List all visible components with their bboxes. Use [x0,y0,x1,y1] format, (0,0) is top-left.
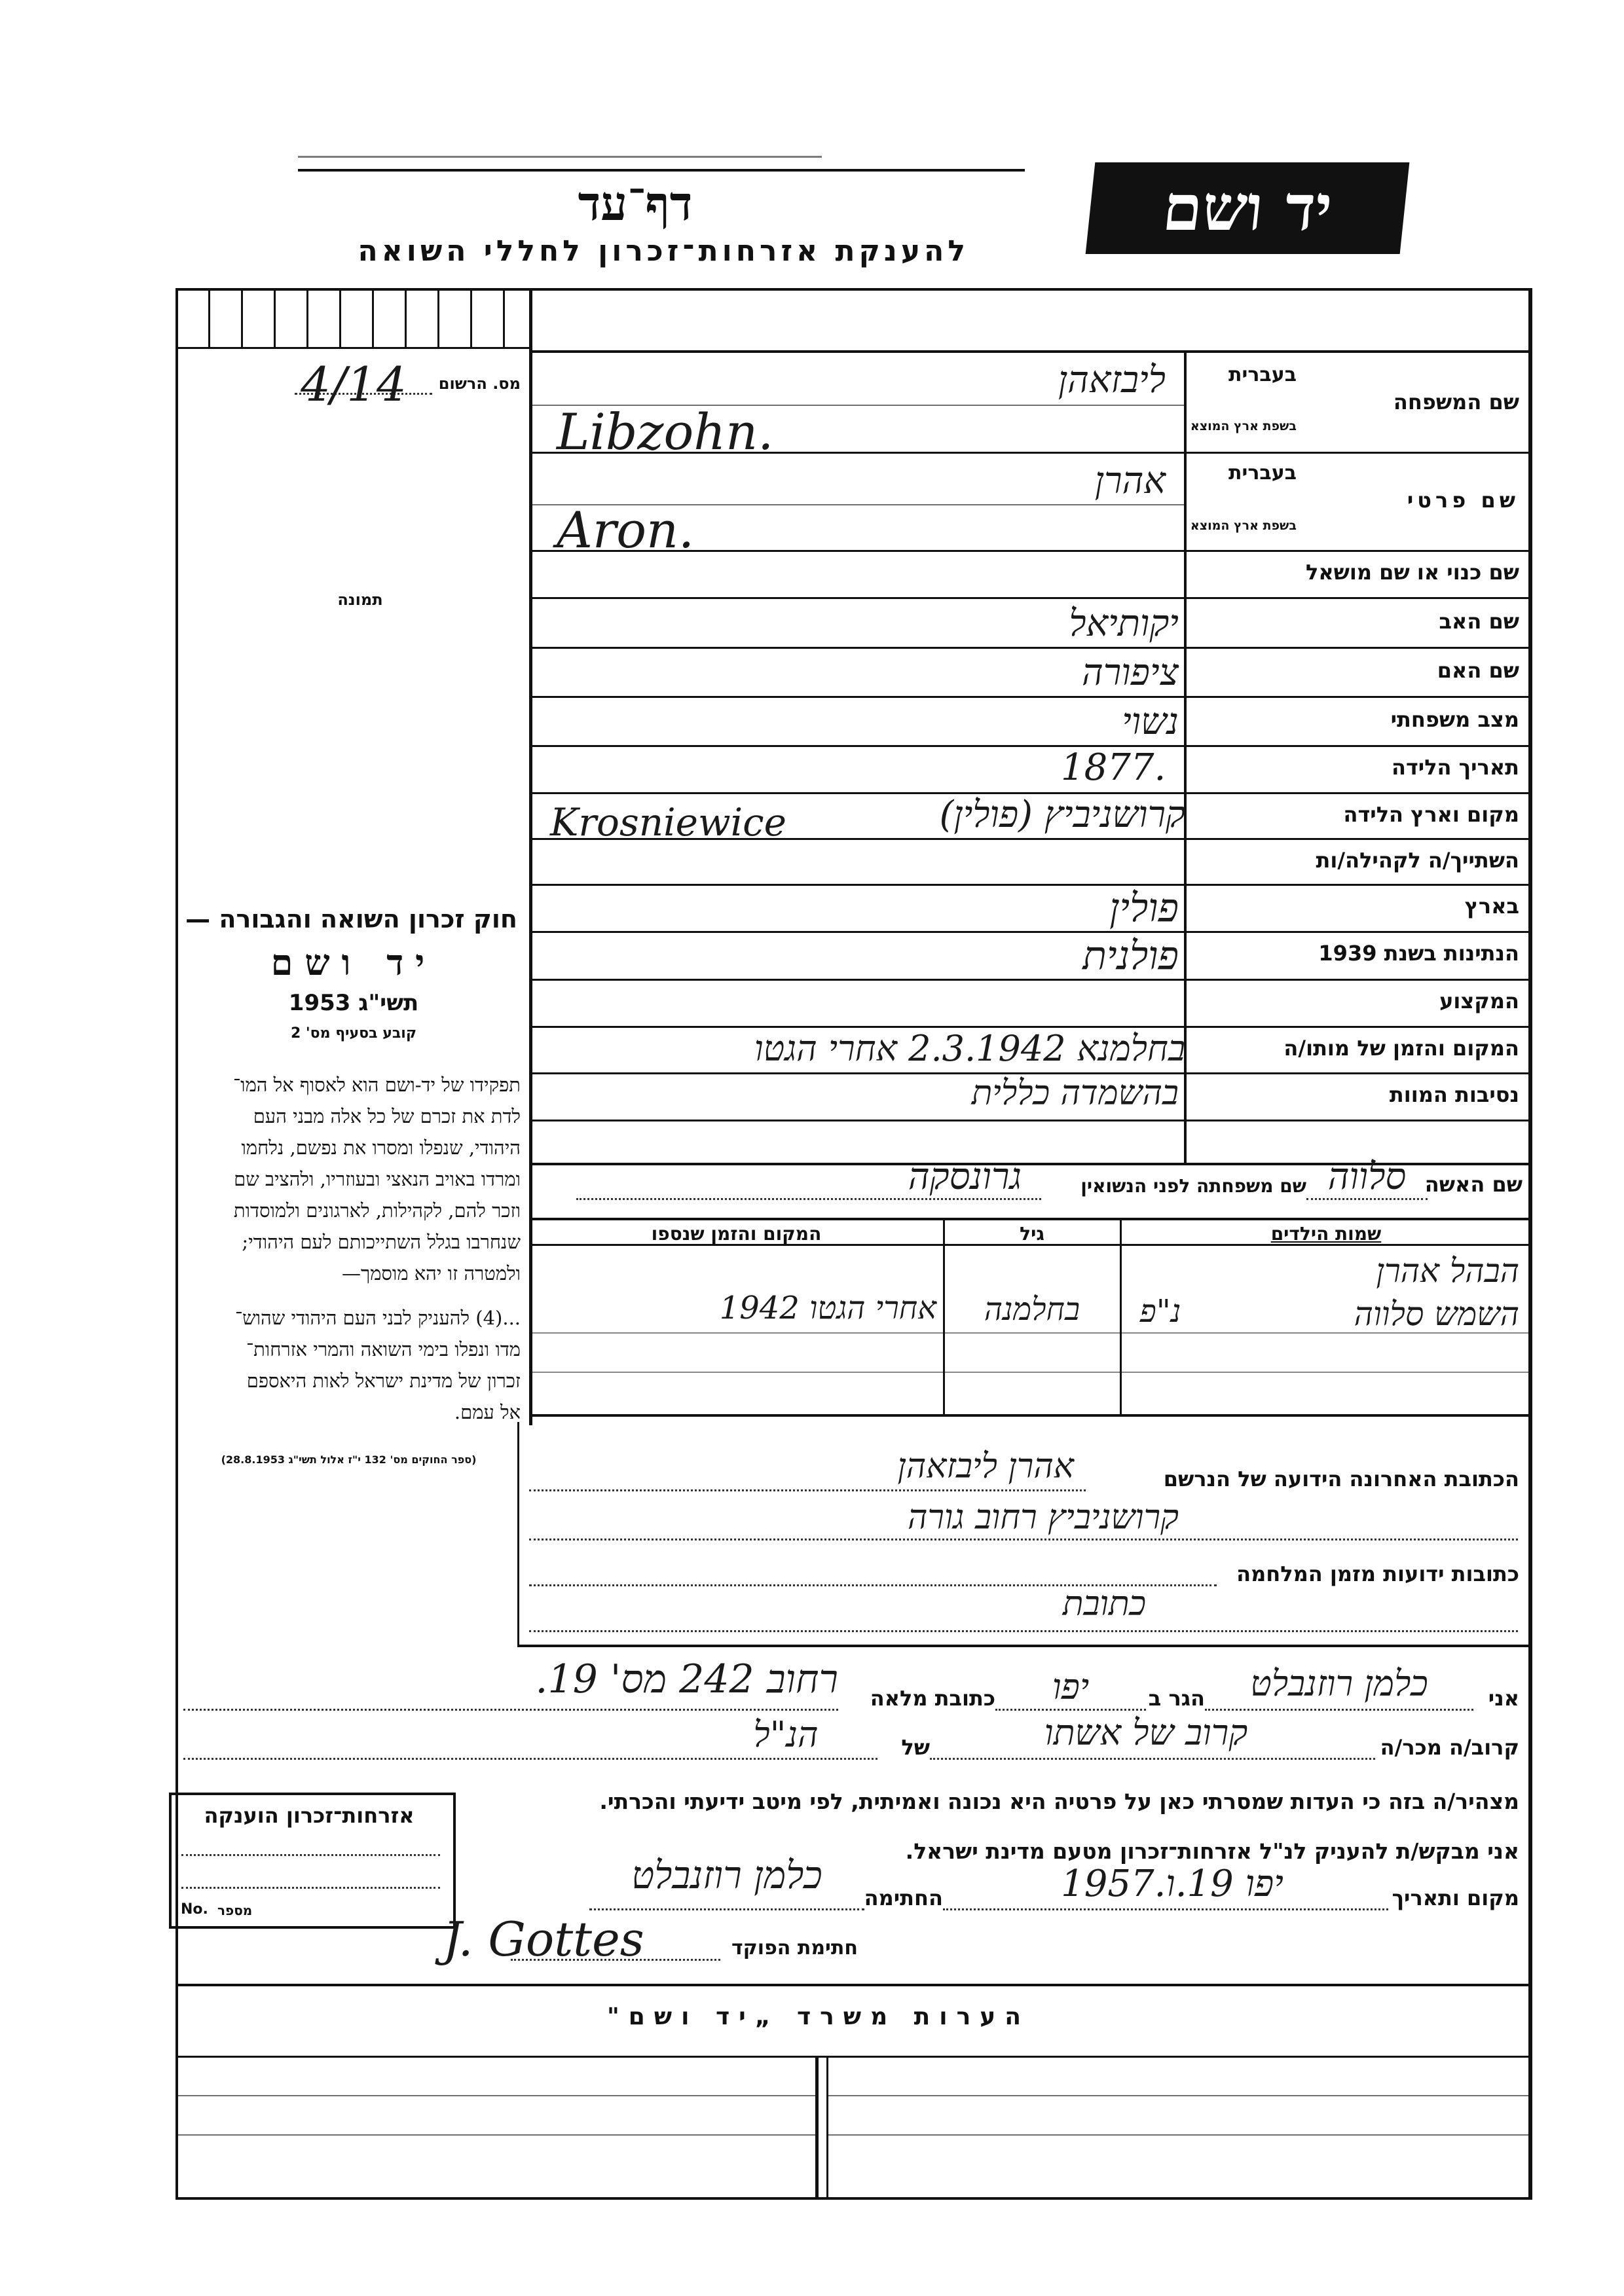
children-place-time-header: המקום והזמן שנספו [651,1223,822,1245]
law-title: חוק זכרון השואה והגבורה — [185,905,517,934]
birth-date-value: 1877. [1061,746,1166,789]
wartime-address-label: כתובות ידועות מזמן המלחמה [1236,1561,1519,1586]
relative-value: קרוב של אשתו [1044,1712,1248,1753]
children-age-header: גיל [1020,1223,1044,1245]
officer-signature-value: J. Gottes [443,1912,644,1967]
declaration-line-1: מצהיר/ה בזה כי העדות שמסרתי כאן על פרטיה היא נכונה ואמיתית, לפי מיטב ידיעתי והכרתי. [599,1789,1519,1814]
citizenship-1939-label: הנתינות בשנת 1939 [1318,941,1519,966]
family-name-hebrew-label: בעברית [1228,363,1297,386]
lives-in-label: הגר ב [1148,1686,1205,1711]
yad-vashem-logo [1086,162,1410,254]
law-text-line: אל עמם. [454,1401,521,1423]
declarant-name-value: כלמן רוזנבלט [1250,1663,1428,1704]
first-name-hebrew-label: בעברית [1228,462,1297,484]
wartime-address-value: כתובת [1062,1584,1146,1624]
law-text-line: היהודי, שנפלו ומסרו את נפשם, נלחמו [241,1137,521,1159]
place-date-value: יפו 19.ו.1957 [1061,1863,1283,1905]
law-text-line: וזכר להם, לקהילות, לארגונים ולמוסדות [233,1199,521,1222]
child-row-name: השמש סלווה [1354,1295,1519,1333]
signature-label: החתימה [864,1886,943,1910]
first-name-hebrew-value: אהרן [1094,460,1166,502]
citizenship-box-number-label: מספר [217,1903,253,1918]
law-text-line: ולמטרה זו יהא מוסמך— [341,1262,521,1285]
law-name: יד ושם [270,941,437,983]
citizenship-1939-value: פולנית [1082,933,1179,979]
law-text-line: לדת את זכרם של כל אלה מבני העם [253,1105,521,1127]
form-subtitle: להענקת אזרחות־זכרון לחללי השואה [358,234,969,268]
mother-name-value: ציפורה [1081,651,1179,694]
child-row-place-time: אחרי הגטו 1942 [719,1290,936,1326]
last-address-value-1: אהרן ליבזאהן [897,1447,1074,1486]
law-text-line: ...(4) להעניק לבני העם היהודי שהוש־ [234,1307,521,1329]
maiden-name-value: גרונסקה [908,1156,1022,1198]
father-name-value: יקותיאל [1069,602,1179,645]
wife-label: שם האשה [1424,1172,1522,1197]
signature-value: כלמן רוזנבלט [631,1853,822,1897]
nickname-label: שם כנוי או שם מושאל [1305,560,1519,585]
photo-label: תמונה [337,591,383,609]
of-value: הנ"ל [753,1714,819,1755]
law-text-line: מדו ונפלו בימי השואה והמרי אזרחות־ [246,1338,521,1360]
law-text-line: זכרון של מדינת ישראל לאות היאספם [246,1370,521,1392]
law-text-line: תפקידו של יד-ושם הוא לאסוף אל המו־ [233,1074,521,1096]
father-name-label: שם האב [1439,609,1519,634]
office-notes-title: הערות משרד „יד ושם" [606,2003,1031,2030]
death-circumstances-value: בהשמדה כללית [971,1074,1179,1113]
law-year: תשי"ג 1953 [288,990,419,1016]
first-name-label: שם פרטי [1407,488,1519,513]
registration-label: מס. הרשום [438,374,521,393]
birth-place-label: מקום וארץ הלידה [1343,802,1519,827]
birth-place-hebrew-value: קרושניביץ (פולין) [939,793,1185,836]
children-names-header: שמות הילדים [1270,1223,1382,1245]
of-label: של [901,1735,930,1760]
marital-status-value: נשוי [1122,701,1179,743]
last-address-label: הכתובת האחרונה הידועה של הנרשם [1163,1467,1519,1491]
family-name-native-value: Libzohn. [557,403,774,461]
wife-value: סלווה [1327,1156,1407,1198]
family-name-native-label: בשפת ארץ המוצא [1190,419,1297,433]
full-address-value: רחוב 242 מס' 19. [535,1656,838,1702]
officer-signature-label: חתימת הפוקד [731,1937,858,1959]
citizenship-box-title: אזרחות־זכרון הוענקה [204,1803,415,1828]
lives-in-value: יפו [1052,1666,1090,1707]
mother-name-label: שם האם [1437,658,1519,683]
profession-label: המקצוע [1439,989,1519,1013]
communities-label: השתייך/ה לקהילה/ות [1316,848,1519,873]
death-circumstances-label: נסיבות המוות [1389,1082,1519,1107]
birth-place-latin-value: Krosniewice [550,800,786,845]
death-place-time-label: המקום והזמן של מותו/ה [1283,1036,1519,1061]
law-clause: קובע בסעיף מס' 2 [290,1025,417,1042]
child-row-name: הבהל אהרן [1376,1252,1519,1290]
child-row-age: נ"פ [1139,1293,1181,1330]
citizenship-box [169,1793,456,1929]
birth-date-label: תאריך הלידה [1391,755,1519,780]
law-text-line: שנחרבו בגלל השתייכותם לעם היהודי; [242,1231,521,1253]
last-address-value-2: קרושניביץ רחוב גורה [907,1498,1179,1537]
first-name-native-label: בשפת ארץ המוצא [1190,519,1297,533]
maiden-name-label: שם משפחתה לפני הנשואין [1080,1175,1306,1197]
form-title: דף־עד [578,175,693,231]
declaration-line-2: אני מבקש/ת להעניק לנ"ל אזרחות־זכרון מטעם מדינת ישראל. [905,1838,1519,1864]
country-value: פולין [1109,885,1179,931]
declarant-ani-label: אני [1488,1686,1519,1711]
citizenship-box-number-en: No. [181,1901,208,1918]
death-place-time-value: בחלמנא 2.3.1942 אחרי הגטו [754,1028,1185,1069]
first-name-native-value: Aron. [557,501,695,559]
marital-status-label: מצב משפחתי [1390,707,1519,732]
child-row-age: בחלמנה [984,1291,1080,1328]
relative-label: קרוב/ה מכר/ה [1380,1735,1519,1760]
registration-value: 4/14 [301,357,407,412]
place-date-label: מקום ותאריך [1392,1886,1519,1910]
family-name-label: שם המשפחה [1393,390,1519,414]
country-label: בארץ [1464,894,1519,919]
law-source: (ספר החוקים מס' 132 י"ז אלול תשי"ג 28.8.1953) [221,1453,477,1466]
law-text-line: ומרדו באויב הנאצי ובעוזריו, ולהציב שם [234,1168,521,1190]
full-address-label: כתובת מלאה [870,1686,995,1711]
logo-text: יד ושם [1159,171,1336,245]
family-name-hebrew-value: ליבזאהן [1058,359,1166,401]
